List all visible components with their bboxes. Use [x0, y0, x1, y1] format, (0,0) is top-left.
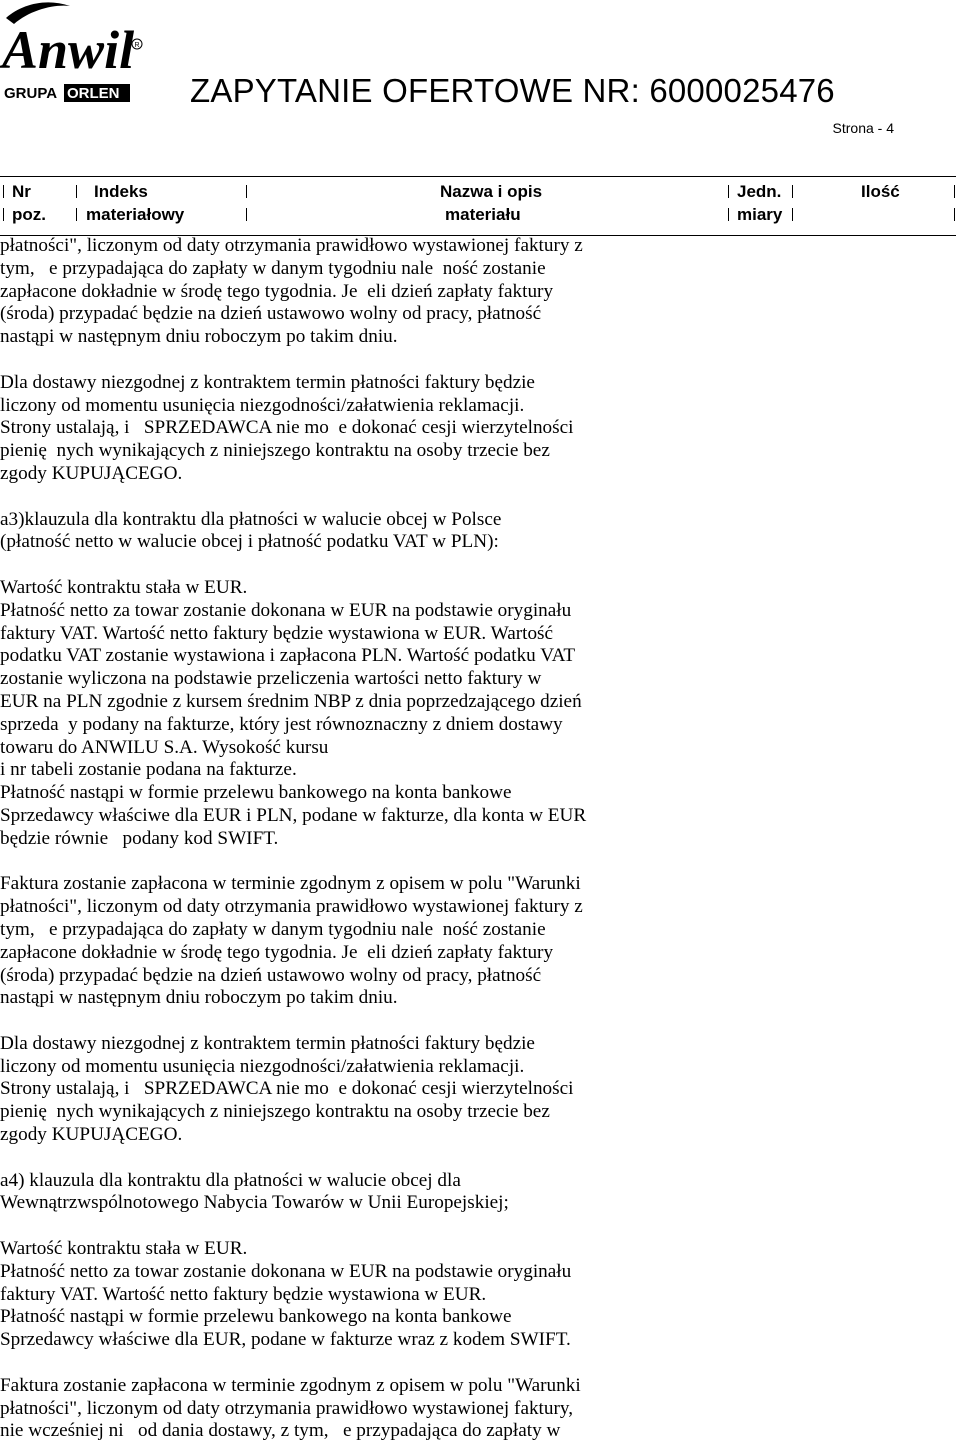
- text-line: Faktura zostanie zapłacona w terminie zgodnym z opisem w polu "Warunki: [0, 873, 581, 895]
- column-separator: [954, 208, 955, 221]
- logo-orlen-text: ORLEN: [67, 85, 120, 102]
- text-line: płatności", liczonym od daty otrzymania prawidłowo wystawionej faktury z: [0, 896, 583, 918]
- text-line: Sprzedawcy właściwe dla EUR, podane w fakturze wraz z kodem SWIFT.: [0, 1329, 571, 1351]
- text-line: nastąpi w następnym dniu roboczym po takim dniu.: [0, 987, 398, 1009]
- text-line: EUR na PLN zgodnie z kursem średnim NBP z dnia poprzedzającego dzień: [0, 690, 582, 712]
- body-paragraph: [0, 1170, 720, 1216]
- text-line: podatku VAT zostanie wystawiona i zapłacona PLN. Wartość podatku VAT: [0, 645, 576, 667]
- text-line: zapłacone dokładnie w środę tego tygodnia. Je eli dzień zapłaty faktury: [0, 280, 554, 302]
- text-line: Dla dostawy niezgodnej z kontraktem termin płatności faktury będzie: [0, 1032, 535, 1054]
- body-paragraph: [0, 873, 720, 1010]
- text-line: będzie równie podany kod SWIFT.: [0, 827, 279, 849]
- column-separator: [954, 185, 955, 198]
- body-paragraph: [0, 1375, 720, 1443]
- text-line: Sprzedawcy właściwe dla EUR i PLN, podane w fakturze, dla konta w EUR: [0, 804, 587, 826]
- anwil-orlen-logo: [0, 0, 160, 110]
- text-line: zostanie wyliczona na podstawie przeliczenia wartości netto faktury w: [0, 668, 542, 690]
- text-line: Wewnątrzwspólnotowego Nabycia Towarów w Unii Europejskiej;: [0, 1192, 509, 1214]
- page-number: Strona - 4: [832, 120, 894, 136]
- column-separator: [3, 208, 4, 221]
- document-body: [0, 235, 720, 1443]
- header-top-rule: [0, 176, 956, 177]
- header-materialu: materiału: [445, 205, 521, 224]
- text-line: Płatność netto za towar zostanie dokonana w EUR na podstawie oryginału: [0, 1260, 572, 1282]
- text-line: Wartość kontraktu stała w EUR.: [0, 1238, 248, 1260]
- logo-graphic: [0, 0, 160, 110]
- header-nazwa-i-opis: Nazwa i opis: [440, 182, 543, 201]
- body-paragraph: [0, 577, 720, 851]
- column-separator: [76, 185, 77, 198]
- text-line: Płatność nastąpi w formie przelewu bankowego na konta bankowe: [0, 782, 512, 804]
- column-separator: [792, 208, 793, 221]
- body-paragraph: [0, 1033, 720, 1147]
- logo-brand-text: Anwil: [2, 20, 135, 80]
- text-line: pienię nych wynikających z niniejszego kontraktu na osoby trzecie bez: [0, 1101, 550, 1123]
- header-materialowy: materiałowy: [86, 205, 185, 224]
- text-line: Strony ustalają, i SPRZEDAWCA nie mo e dokonać cesji wierzytelności: [0, 1078, 574, 1100]
- header-nr: Nr: [12, 182, 31, 201]
- text-line: sprzeda y podany na fakturze, który jest równoznaczny z dniem dostawy: [0, 713, 563, 735]
- items-table-header: [0, 175, 960, 239]
- header-ilosc: Ilość: [861, 182, 900, 201]
- text-line: Płatność netto za towar zostanie dokonana w EUR na podstawie oryginału: [0, 599, 572, 621]
- text-line: zgody KUPUJĄCEGO.: [0, 462, 183, 484]
- text-line: towaru do ANWILU S.A. Wysokość kursu: [0, 736, 329, 758]
- body-paragraph: [0, 509, 720, 555]
- text-line: liczony od momentu usunięcia niezgodności/załatwienia reklamacji.: [0, 1055, 525, 1077]
- text-line: tym, e przypadająca do zapłaty w danym tygodniu nale ność zostanie: [0, 918, 546, 940]
- body-paragraph: [0, 235, 720, 349]
- text-line: a3)klauzula dla kontraktu dla płatności w walucie obcej w Polsce: [0, 508, 502, 530]
- text-line: zgody KUPUJĄCEGO.: [0, 1124, 183, 1146]
- header-poz: poz.: [12, 205, 46, 224]
- text-line: pienię nych wynikających z niniejszego kontraktu na osoby trzecie bez: [0, 440, 550, 462]
- column-separator: [728, 208, 729, 221]
- column-separator: [246, 208, 247, 221]
- header-indeks: Indeks: [94, 182, 148, 201]
- column-separator: [792, 185, 793, 198]
- logo-group-text: GRUPA: [4, 85, 58, 102]
- text-line: Płatność nastąpi w formie przelewu bankowego na konta bankowe: [0, 1306, 512, 1328]
- text-line: tym, e przypadająca do zapłaty w danym tygodniu nale ność zostanie: [0, 257, 546, 279]
- text-line: zapłacone dokładnie w środę tego tygodnia. Je eli dzień zapłaty faktury: [0, 941, 554, 963]
- text-line: faktury VAT. Wartość netto faktury będzie wystawiona w EUR.: [0, 1283, 487, 1305]
- text-line: (płatność netto w walucie obcej i płatność podatku VAT w PLN):: [0, 531, 499, 553]
- text-line: Strony ustalają, i SPRZEDAWCA nie mo e dokonać cesji wierzytelności: [0, 417, 574, 439]
- text-line: płatności", liczonym od daty otrzymania prawidłowo wystawionej faktury,: [0, 1397, 574, 1419]
- text-line: płatności", liczonym od daty otrzymania prawidłowo wystawionej faktury z: [0, 235, 583, 256]
- text-line: liczony od momentu usunięcia niezgodności/załatwienia reklamacji.: [0, 394, 525, 416]
- text-line: nastąpi w następnym dniu roboczym po takim dniu.: [0, 326, 398, 348]
- text-line: (środa) przypadać będzie na dzień ustawowo wolny od pracy, płatność: [0, 964, 542, 986]
- text-line: a4) klauzula dla kontraktu dla płatności w walucie obcej dla: [0, 1169, 461, 1191]
- column-separator: [3, 185, 4, 198]
- text-line: Wartość kontraktu stała w EUR.: [0, 576, 248, 598]
- text-line: (środa) przypadać będzie na dzień ustawowo wolny od pracy, płatność: [0, 303, 542, 325]
- column-separator: [246, 185, 247, 198]
- header-jedn: Jedn.: [737, 182, 782, 201]
- text-line: Dla dostawy niezgodnej z kontraktem termin płatności faktury będzie: [0, 371, 535, 393]
- text-line: nie wcześniej ni od dania dostawy, z tym, e przypadająca do zapłaty w: [0, 1420, 561, 1442]
- document-title: ZAPYTANIE OFERTOWE NR: 6000025476: [190, 72, 835, 109]
- column-separator: [76, 208, 77, 221]
- header-miary: miary: [737, 205, 783, 224]
- text-line: i nr tabeli zostanie podana na fakturze.: [0, 759, 297, 781]
- column-separator: [728, 185, 729, 198]
- body-paragraph: [0, 1238, 720, 1352]
- text-line: Faktura zostanie zapłacona w terminie zgodnym z opisem w polu "Warunki: [0, 1374, 581, 1396]
- registered-mark-letter: R: [134, 42, 140, 49]
- text-line: faktury VAT. Wartość netto faktury będzie wystawiona w EUR. Wartość: [0, 622, 554, 644]
- body-paragraph: [0, 372, 720, 486]
